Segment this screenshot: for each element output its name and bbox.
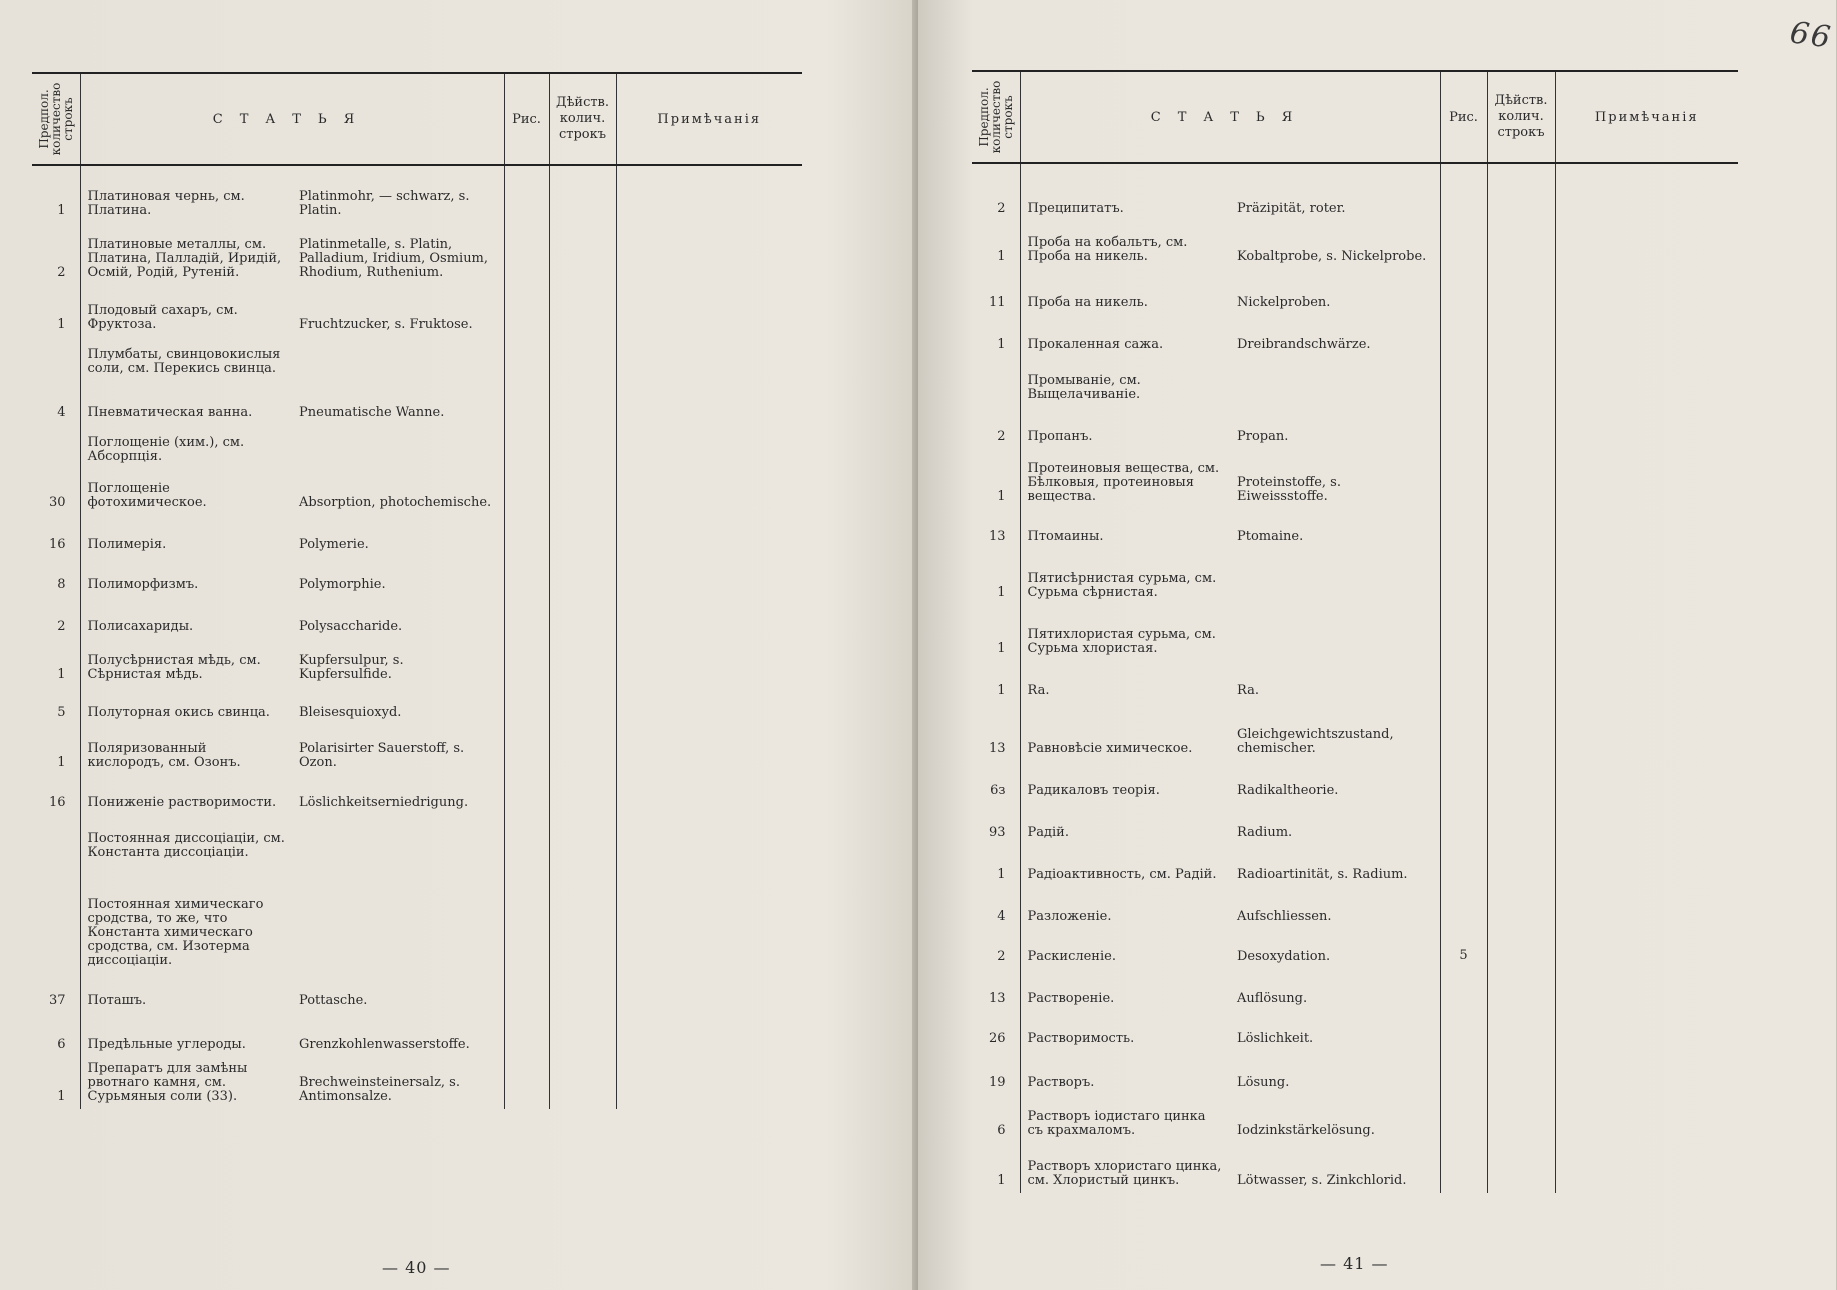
- actual-count-cell: [1487, 1143, 1555, 1193]
- actual-count-cell: [549, 469, 616, 515]
- article-cell: Полуторная окись свинца.: [80, 687, 292, 725]
- article-cell: Полимерія.: [80, 515, 292, 557]
- article-cell: Поглощеніе (хим.), см. Абсорпція.: [80, 425, 292, 469]
- article-cell: Плумбаты, свинцовокислыя соли, см. Перекись свинца.: [80, 337, 292, 381]
- rows-col-header: Предпол. количество строкъ: [972, 71, 1020, 163]
- fig-col-header: Рис.: [1440, 71, 1487, 163]
- left-ledger-table: [32, 72, 802, 1109]
- row-count: 6: [32, 1013, 80, 1057]
- article-cell: Равновѣсіе химическое.: [1020, 703, 1230, 761]
- german-cell: [292, 337, 504, 381]
- article-cell: Раствореніе.: [1020, 969, 1230, 1011]
- row-count: 1: [972, 845, 1020, 887]
- page-number-right: — 41 —: [1320, 1254, 1389, 1273]
- table-row: [972, 845, 1738, 887]
- article-cell: Разложеніе.: [1020, 887, 1230, 929]
- german-cell: Pottasche.: [292, 973, 504, 1013]
- table-row: [972, 407, 1738, 449]
- row-count: 1: [972, 605, 1020, 661]
- row-count: [32, 865, 80, 973]
- article-cell: Растворимость.: [1020, 1011, 1230, 1051]
- fig-cell: [504, 557, 549, 597]
- actual-count-cell: [549, 597, 616, 639]
- table-row: [972, 887, 1738, 929]
- actual-count-cell: [1487, 605, 1555, 661]
- actual-count-cell: [549, 973, 616, 1013]
- table-row: [972, 1011, 1738, 1051]
- german-cell: Propan.: [1230, 407, 1440, 449]
- table-row: [972, 449, 1738, 509]
- notes-cell: [616, 425, 802, 469]
- row-count: 1: [972, 549, 1020, 605]
- page-number-left: — 40 —: [382, 1258, 451, 1277]
- german-cell: Kobaltprobe, s. Nickelprobe.: [1230, 221, 1440, 269]
- article-cell: Растворъ хлористаго цинка, см. Хлористый цинкъ.: [1020, 1143, 1230, 1193]
- german-cell: Proteinstoffe, s. Eiweissstoffe.: [1230, 449, 1440, 509]
- notes-cell: [616, 687, 802, 725]
- row-count: 1: [972, 315, 1020, 357]
- table-row: [32, 865, 802, 973]
- table-row: [972, 929, 1738, 969]
- table-row: [972, 315, 1738, 357]
- notes-cell: [616, 165, 802, 223]
- notes-cell: [616, 1057, 802, 1109]
- german-cell: Präzipität, roter.: [1230, 163, 1440, 221]
- actual-count-cell: [1487, 357, 1555, 407]
- actual-count-cell: [1487, 509, 1555, 549]
- german-cell: [292, 425, 504, 469]
- row-count: 1: [32, 165, 80, 223]
- actual-count-cell: [549, 639, 616, 687]
- table-row: [32, 687, 802, 725]
- notes-cell: [616, 557, 802, 597]
- german-cell: Ptomaine.: [1230, 509, 1440, 549]
- notes-cell: [1555, 703, 1738, 761]
- fig-cell: [504, 597, 549, 639]
- left-header-row: [32, 73, 802, 165]
- article-cell: Раскисленіе.: [1020, 929, 1230, 969]
- german-cell: Nickelproben.: [1230, 269, 1440, 315]
- actual-count-cell: [549, 1013, 616, 1057]
- actual-count-cell: [549, 725, 616, 775]
- actual-count-cell: [549, 775, 616, 815]
- german-cell: Pneumatische Wanne.: [292, 381, 504, 425]
- actual-count-cell: [1487, 803, 1555, 845]
- article-cell: Плодовый сахаръ, см. Фруктоза.: [80, 285, 292, 337]
- article-cell: Радикаловъ теорія.: [1020, 761, 1230, 803]
- notes-cell: [616, 285, 802, 337]
- article-col-header: СТАТЬЯ: [1020, 71, 1440, 163]
- german-cell: Lötwasser, s. Zinkchlorid.: [1230, 1143, 1440, 1193]
- actual-count-cell: [549, 381, 616, 425]
- table-row: [32, 1013, 802, 1057]
- notes-cell: [1555, 761, 1738, 803]
- notes-cell: [616, 469, 802, 515]
- notes-cell: [1555, 357, 1738, 407]
- notes-cell: [1555, 449, 1738, 509]
- table-row: [972, 269, 1738, 315]
- article-cell: Полусѣрнистая мѣдь, см. Сѣрнистая мѣдь.: [80, 639, 292, 687]
- notes-cell: [616, 815, 802, 865]
- actual-count-cell: [1487, 887, 1555, 929]
- fig-cell: [504, 425, 549, 469]
- notes-cell: [1555, 929, 1738, 969]
- row-count: 2: [32, 223, 80, 285]
- table-row: [972, 1095, 1738, 1143]
- actual-count-cell: [1487, 1095, 1555, 1143]
- actual-count-cell: [1487, 163, 1555, 221]
- table-row: [32, 285, 802, 337]
- table-row: [32, 973, 802, 1013]
- article-cell: Ra.: [1020, 661, 1230, 703]
- row-count: 2: [972, 407, 1020, 449]
- row-count: 1: [32, 285, 80, 337]
- article-cell: Постоянная диссоціаціи, см. Константа диссоціаціи.: [80, 815, 292, 865]
- row-count: 13: [972, 703, 1020, 761]
- article-cell: Пропанъ.: [1020, 407, 1230, 449]
- table-row: [972, 549, 1738, 605]
- fig-cell: [504, 165, 549, 223]
- table-row: [972, 509, 1738, 549]
- german-cell: Bleisesquioxyd.: [292, 687, 504, 725]
- actual-count-cell: [1487, 269, 1555, 315]
- german-cell: Radioartinität, s. Radium.: [1230, 845, 1440, 887]
- row-count: 1: [972, 221, 1020, 269]
- notes-cell: [1555, 845, 1738, 887]
- table-row: [972, 703, 1738, 761]
- fig-col-header: Рис.: [504, 73, 549, 165]
- german-cell: Platinmetalle, s. Platin, Palladium, Iridium, Osmium, Rhodium, Ruthenium.: [292, 223, 504, 285]
- right-header-row: [972, 71, 1738, 163]
- notes-cell: [1555, 1051, 1738, 1095]
- german-cell: Polymerie.: [292, 515, 504, 557]
- fig-cell: [504, 223, 549, 285]
- german-cell: [292, 815, 504, 865]
- article-cell: Пятисѣрнистая сурьма, см. Сурьма сѣрнистая.: [1020, 549, 1230, 605]
- article-cell: Проба на кобальтъ, см. Проба на никель.: [1020, 221, 1230, 269]
- table-row: [32, 515, 802, 557]
- notes-cell: [1555, 509, 1738, 549]
- notes-cell: [1555, 163, 1738, 221]
- notes-cell: [1555, 1011, 1738, 1051]
- notes-cell: [1555, 315, 1738, 357]
- row-count: 2: [972, 163, 1020, 221]
- german-cell: Platinmohr, — schwarz, s. Platin.: [292, 165, 504, 223]
- table-row: [972, 221, 1738, 269]
- article-cell: Пятихлористая сурьма, см. Сурьма хлористая.: [1020, 605, 1230, 661]
- notes-cell: [616, 725, 802, 775]
- notes-cell: [1555, 887, 1738, 929]
- article-cell: Проба на никель.: [1020, 269, 1230, 315]
- fig-cell: [504, 639, 549, 687]
- notes-col-header: Примѣчанія: [1555, 71, 1738, 163]
- notes-cell: [616, 639, 802, 687]
- german-cell: Absorption, photochemische.: [292, 469, 504, 515]
- handwritten-mark: 66: [1787, 15, 1835, 56]
- table-row: [32, 165, 802, 223]
- row-count: 2: [32, 597, 80, 639]
- table-row: [972, 761, 1738, 803]
- actual-count-cell: [1487, 549, 1555, 605]
- article-cell: Поляризованный кислородъ, см. Озонъ.: [80, 725, 292, 775]
- table-row: [32, 337, 802, 381]
- article-cell: Прокаленная сажа.: [1020, 315, 1230, 357]
- fig-cell: [504, 469, 549, 515]
- fig-cell: [504, 515, 549, 557]
- row-count: [32, 425, 80, 469]
- row-count: 1: [32, 1057, 80, 1109]
- left-page: [0, 0, 918, 1290]
- actual-count-cell: [1487, 969, 1555, 1011]
- table-row: [32, 557, 802, 597]
- notes-cell: [1555, 969, 1738, 1011]
- table-row: [32, 639, 802, 687]
- row-count: 13: [972, 969, 1020, 1011]
- notes-cell: [1555, 803, 1738, 845]
- article-cell: Пониженіе растворимости.: [80, 775, 292, 815]
- row-count: 6з: [972, 761, 1020, 803]
- row-count: 16: [32, 775, 80, 815]
- german-cell: Löslichkeitserniedrigung.: [292, 775, 504, 815]
- fig-cell: [504, 1057, 549, 1109]
- article-cell: Радій.: [1020, 803, 1230, 845]
- actual-count-cell: [549, 165, 616, 223]
- row-count: [32, 815, 80, 865]
- actual-count-cell: [549, 557, 616, 597]
- row-count: 4: [32, 381, 80, 425]
- german-cell: [1230, 605, 1440, 661]
- article-cell: Радіоактивность, см. Радій.: [1020, 845, 1230, 887]
- actual-count-cell: [549, 1057, 616, 1109]
- notes-cell: [1555, 605, 1738, 661]
- table-row: [972, 163, 1738, 221]
- row-count: 1: [32, 725, 80, 775]
- german-cell: Auflösung.: [1230, 969, 1440, 1011]
- actual-count-cell: [1487, 1011, 1555, 1051]
- table-row: [32, 469, 802, 515]
- fig-cell: [504, 381, 549, 425]
- actual-count-cell: [1487, 661, 1555, 703]
- fig-cell: [504, 285, 549, 337]
- german-cell: [292, 865, 504, 973]
- row-count: [32, 337, 80, 381]
- actual-count-cell: [1487, 703, 1555, 761]
- article-cell: Поглощеніе фотохимическое.: [80, 469, 292, 515]
- row-count: 13: [972, 509, 1020, 549]
- actual-count-cell: [549, 815, 616, 865]
- table-row: [32, 725, 802, 775]
- fig-cell: [504, 337, 549, 381]
- german-cell: Polymorphie.: [292, 557, 504, 597]
- row-count: 1: [32, 639, 80, 687]
- fig-cell: [504, 687, 549, 725]
- fig-cell: [504, 815, 549, 865]
- notes-col-header: Примѣчанія: [616, 73, 802, 165]
- actual-count-cell: [1487, 761, 1555, 803]
- table-row: [32, 775, 802, 815]
- table-row: [972, 803, 1738, 845]
- table-row: [32, 223, 802, 285]
- article-cell: Платиновая чернь, см. Платина.: [80, 165, 292, 223]
- notes-cell: [1555, 661, 1738, 703]
- article-cell: Платиновые металлы, см. Платина, Палладій, Иридій, Осмій, Родій, Рутеній.: [80, 223, 292, 285]
- row-count: 5: [32, 687, 80, 725]
- row-count: 2: [972, 929, 1020, 969]
- actual-count-cell: [549, 515, 616, 557]
- german-cell: Polysaccharide.: [292, 597, 504, 639]
- row-count: [972, 357, 1020, 407]
- row-count: 19: [972, 1051, 1020, 1095]
- notes-cell: [616, 597, 802, 639]
- row-count: 1: [972, 449, 1020, 509]
- right-ledger-table: [972, 70, 1738, 1193]
- actual-count-cell: [549, 223, 616, 285]
- german-cell: Polarisirter Sauerstoff, s. Ozon.: [292, 725, 504, 775]
- row-count: 16: [32, 515, 80, 557]
- german-cell: Desoxydation.: [1230, 929, 1440, 969]
- table-row: [972, 661, 1738, 703]
- actual-count-cell: [549, 285, 616, 337]
- table-row: [972, 357, 1738, 407]
- notes-cell: [616, 223, 802, 285]
- german-cell: Gleichgewichtszustand, chemischer.: [1230, 703, 1440, 761]
- article-cell: Пневматическая ванна.: [80, 381, 292, 425]
- notes-cell: [1555, 549, 1738, 605]
- article-cell: Поташъ.: [80, 973, 292, 1013]
- article-cell: Предѣльные углероды.: [80, 1013, 292, 1057]
- notes-cell: [1555, 269, 1738, 315]
- article-cell: Промываніе, см. Выщелачиваніе.: [1020, 357, 1230, 407]
- german-cell: Kupfersulpur, s. Kupfersulfide.: [292, 639, 504, 687]
- row-count: 93: [972, 803, 1020, 845]
- article-cell: Преципитатъ.: [1020, 163, 1230, 221]
- actual-col-header: Дѣйств. колич. строкъ: [549, 73, 616, 165]
- german-cell: Iodzinkstärkelösung.: [1230, 1095, 1440, 1143]
- article-cell: Птомаины.: [1020, 509, 1230, 549]
- table-row: [972, 605, 1738, 661]
- notes-cell: [616, 337, 802, 381]
- article-cell: Растворъ іодистаго цинка съ крахмаломъ.: [1020, 1095, 1230, 1143]
- german-cell: Radium.: [1230, 803, 1440, 845]
- german-cell: Aufschliessen.: [1230, 887, 1440, 929]
- german-cell: Brechweinsteinersalz, s. Antimonsalze.: [292, 1057, 504, 1109]
- article-cell: Полисахариды.: [80, 597, 292, 639]
- notes-cell: [616, 973, 802, 1013]
- actual-count-cell: [549, 337, 616, 381]
- actual-count-cell: [1487, 929, 1555, 969]
- german-cell: [1230, 357, 1440, 407]
- table-row: [32, 597, 802, 639]
- notes-cell: [1555, 1143, 1738, 1193]
- notes-cell: [616, 775, 802, 815]
- table-row: [972, 1051, 1738, 1095]
- actual-count-cell: [1487, 315, 1555, 357]
- fig-cell: [504, 1013, 549, 1057]
- table-row: [972, 969, 1738, 1011]
- fig-cell: [504, 973, 549, 1013]
- notes-cell: [1555, 1095, 1738, 1143]
- german-cell: Grenzkohlenwasserstoffe.: [292, 1013, 504, 1057]
- german-cell: [1230, 549, 1440, 605]
- row-count: 30: [32, 469, 80, 515]
- actual-count-cell: [1487, 407, 1555, 449]
- row-count: 26: [972, 1011, 1020, 1051]
- row-count: 1: [972, 661, 1020, 703]
- actual-col-header: Дѣйств. колич. строкъ: [1487, 71, 1555, 163]
- german-cell: Löslichkeit.: [1230, 1011, 1440, 1051]
- article-cell: Постоянная химическаго сродства, то же, что Константа химическаго сродства, см. Изотерма диссоціаціи.: [80, 865, 292, 973]
- german-cell: Lösung.: [1230, 1051, 1440, 1095]
- fig-cell: [504, 725, 549, 775]
- fig-cell: 5: [1440, 163, 1487, 1193]
- notes-cell: [616, 381, 802, 425]
- row-count: 1: [972, 1143, 1020, 1193]
- actual-count-cell: [1487, 449, 1555, 509]
- german-cell: Fruchtzucker, s. Fruktose.: [292, 285, 504, 337]
- rows-col-header: Предпол. количество строкъ: [32, 73, 80, 165]
- fig-cell: [504, 865, 549, 973]
- notes-cell: [616, 865, 802, 973]
- article-cell: Полиморфизмъ.: [80, 557, 292, 597]
- article-cell: Растворъ.: [1020, 1051, 1230, 1095]
- actual-count-cell: [549, 687, 616, 725]
- german-cell: Dreibrandschwärze.: [1230, 315, 1440, 357]
- notes-cell: [616, 515, 802, 557]
- row-count: 37: [32, 973, 80, 1013]
- actual-count-cell: [1487, 1051, 1555, 1095]
- notes-cell: [616, 1013, 802, 1057]
- actual-count-cell: [549, 865, 616, 973]
- row-count: 11: [972, 269, 1020, 315]
- row-count: 8: [32, 557, 80, 597]
- table-row: [32, 815, 802, 865]
- article-col-header: СТАТЬЯ: [80, 73, 504, 165]
- table-row: [32, 425, 802, 469]
- german-cell: Ra.: [1230, 661, 1440, 703]
- german-cell: Radikaltheorie.: [1230, 761, 1440, 803]
- row-count: 4: [972, 887, 1020, 929]
- notes-cell: [1555, 407, 1738, 449]
- actual-count-cell: [1487, 221, 1555, 269]
- actual-count-cell: [549, 425, 616, 469]
- table-row: [32, 381, 802, 425]
- actual-count-cell: [1487, 845, 1555, 887]
- article-cell: Препаратъ для замѣны рвотнаго камня, см. Сурьмяныя соли (33).: [80, 1057, 292, 1109]
- table-row: [32, 1057, 802, 1109]
- fig-cell: [504, 775, 549, 815]
- notes-cell: [1555, 221, 1738, 269]
- row-count: 6: [972, 1095, 1020, 1143]
- article-cell: Протеиновыя вещества, см. Бѣлковыя, протеиновыя вещества.: [1020, 449, 1230, 509]
- table-row: [972, 1143, 1738, 1193]
